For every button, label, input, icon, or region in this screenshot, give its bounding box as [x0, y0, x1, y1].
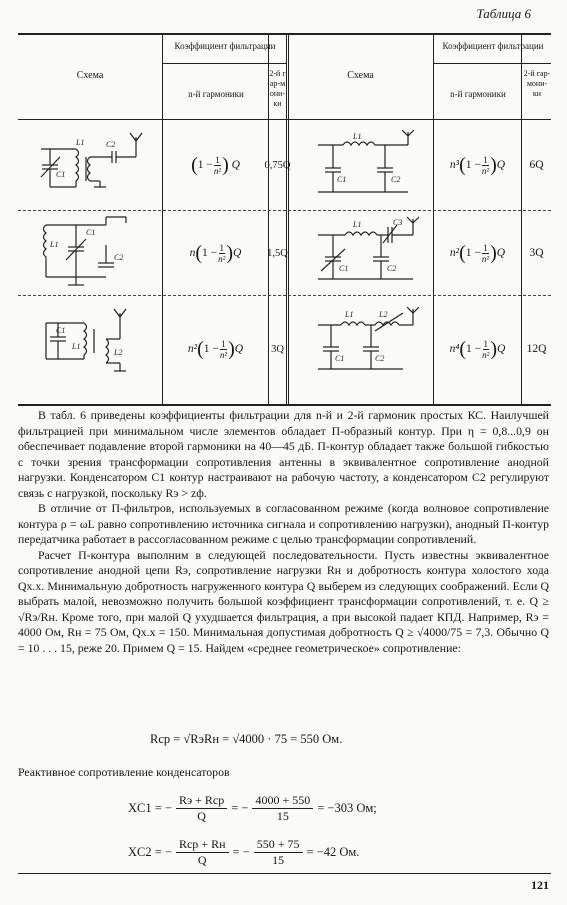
- row1-left-nth-coef: ( 1 − $\frac{1}{\text{n²}}$ ) Q: [191, 153, 240, 176]
- header-coef-left: Коэффициент фильтрации: [174, 41, 276, 51]
- header-nth-right: n-й гармоники: [450, 89, 506, 99]
- row1-left-2nd-coef: 0,75Q: [264, 159, 291, 171]
- row2-left-2nd-coef: 1,5Q: [267, 247, 288, 259]
- svg-text:L1: L1: [72, 342, 81, 351]
- schematic-row1-left: [36, 127, 146, 202]
- paragraph-1: В табл. 6 приведены коэффициенты фильтрации для n-й и 2-й гармоник простых КС. Наилучшей фильтрацией при минимальном числе элементов обладает П-образный контур. При η = 0,8...0,9 он обеспечивает подавление второй гармоники на 40—45 дБ. П-контур обладает также большой гибкостью с точки зрения трансформации сопротивления антенны в эквивалентное сопротивление анодной нагрузки. Конденсатором C1 контур настраивают на рабочую частоту, а конденсатором C2 регулируют связь с нагрузкой, поскольку Rэ > zф.: [18, 408, 549, 500]
- svg-text:C2: C2: [114, 253, 124, 262]
- table-caption: Таблица 6: [476, 6, 531, 21]
- svg-text:C2: C2: [375, 354, 385, 363]
- svg-text:L1: L1: [50, 240, 59, 249]
- body-text: [18, 408, 549, 656]
- header-nth-left: n-й гармоники: [188, 89, 244, 99]
- header-scheme-right: Схема: [347, 70, 374, 81]
- header-scheme: Схема: [76, 70, 104, 81]
- svg-text:C1: C1: [56, 170, 66, 179]
- svg-text:L1: L1: [353, 132, 362, 141]
- svg-text:C1: C1: [56, 326, 66, 335]
- schematic-row3-left: [36, 303, 146, 383]
- row3-left-nth-coef: n² ( 1 − $\frac{1}{\text{n²}}$ ) Q: [187, 337, 244, 360]
- paragraph-2: В отличие от П-фильтров, используемых в согласованном режиме (когда волновое сопротивление контура ρ = ωL равно сопротивлению источника сигнала и сопротивлению нагрузки), анодный П-контур передатчика работает в рассогласованном режиме с целью трансформации сопротивлений.: [18, 501, 549, 546]
- footer-rule: [18, 873, 551, 874]
- header-coef-right: Коэффициент фильтрации: [442, 41, 544, 51]
- svg-text:L2: L2: [114, 348, 123, 357]
- row3-left-2nd-coef: 3Q: [271, 343, 284, 355]
- paragraph-4: Реактивное сопротивление конденсаторов: [18, 765, 230, 779]
- paragraph-4-wrap: [18, 765, 549, 781]
- schematic-row2-right: [313, 215, 428, 290]
- row3-right-nth-coef: n⁴ ( 1 − $\frac{1}{\text{n²}}$ ) Q: [449, 337, 506, 360]
- svg-text:C2: C2: [387, 264, 397, 273]
- row1-right-2nd-coef: 6Q: [529, 159, 544, 171]
- svg-text:C1: C1: [339, 264, 349, 273]
- row1-right-nth-coef: n³ ( 1 − $\frac{1}{\text{n²}}$ ) Q: [449, 153, 506, 176]
- row2-left-nth-coef: n ( 1 − $\frac{1}{\text{n²}}$ ) Q: [189, 241, 242, 264]
- schematic-row2-left: [36, 215, 146, 290]
- header-2nd-right: 2-й гар-мони-ки: [523, 69, 551, 98]
- svg-text:L1: L1: [345, 310, 354, 319]
- svg-text:L1: L1: [76, 138, 85, 147]
- svg-text:C2: C2: [391, 175, 401, 184]
- filter-table: [18, 33, 551, 406]
- row2-right-nth-coef: n² ( 1 − $\frac{1}{\text{n²}}$ ) Q: [449, 241, 506, 264]
- formula-rsr: Rср = √RэRн = √4000 · 75 = 550 Ом.: [150, 732, 343, 746]
- svg-text:C3: C3: [393, 218, 403, 227]
- svg-text:L1: L1: [353, 220, 362, 229]
- svg-text:L2: L2: [379, 310, 388, 319]
- paragraph-3: Расчет П-контура выполним в следующей последовательности. Пусть известны эквивалентное сопротивление анодной цепи Rэ, сопротивление нагрузки Rн и добротность контура холостого хода Qх.х. Минимальную добротность нагруженного контура Q выберем из следующих соображений. Если Q выбрать малой, невозможно получить большой коэффициент трансформации сопротивлений, т. е. Q ≥ √Rэ/Rн. Кроме того, при малой Q ухудшается фильтрация, а при высокой падает КПД. Например, Rэ = 4000 Ом, Rн = 75 Ом, Qх.х = 150. Минимальная допустимая добротность Q ≥ √4000/75 = 7,3. Обычно Q = 10 . . . 15, реже 20. Примем Q = 15. Найдем «среднее геометрическое» сопротивление:: [18, 547, 549, 655]
- svg-text:C1: C1: [335, 354, 345, 363]
- schematic-row1-right: [313, 130, 423, 205]
- formula-xc1: XC1 = − Rэ + Rср Q = − $\frac{4000 + 550}{15}$ = −303 Ом;: [128, 793, 377, 823]
- formula-xc2: XC2 = − Rср + Rн Q = − $\frac{550 + 75}{15}$ = −42 Ом.: [128, 837, 360, 867]
- svg-text:C1: C1: [86, 228, 96, 237]
- row3-right-2nd-coef: 12Q: [526, 343, 547, 355]
- row2-right-2nd-coef: 3Q: [529, 247, 544, 259]
- header-2nd-left: 2-й гар-мони-ки: [269, 69, 286, 108]
- svg-text:C2: C2: [106, 140, 116, 149]
- schematic-row3-right: [313, 307, 428, 382]
- page-number: 121: [531, 878, 549, 892]
- svg-text:C1: C1: [337, 175, 347, 184]
